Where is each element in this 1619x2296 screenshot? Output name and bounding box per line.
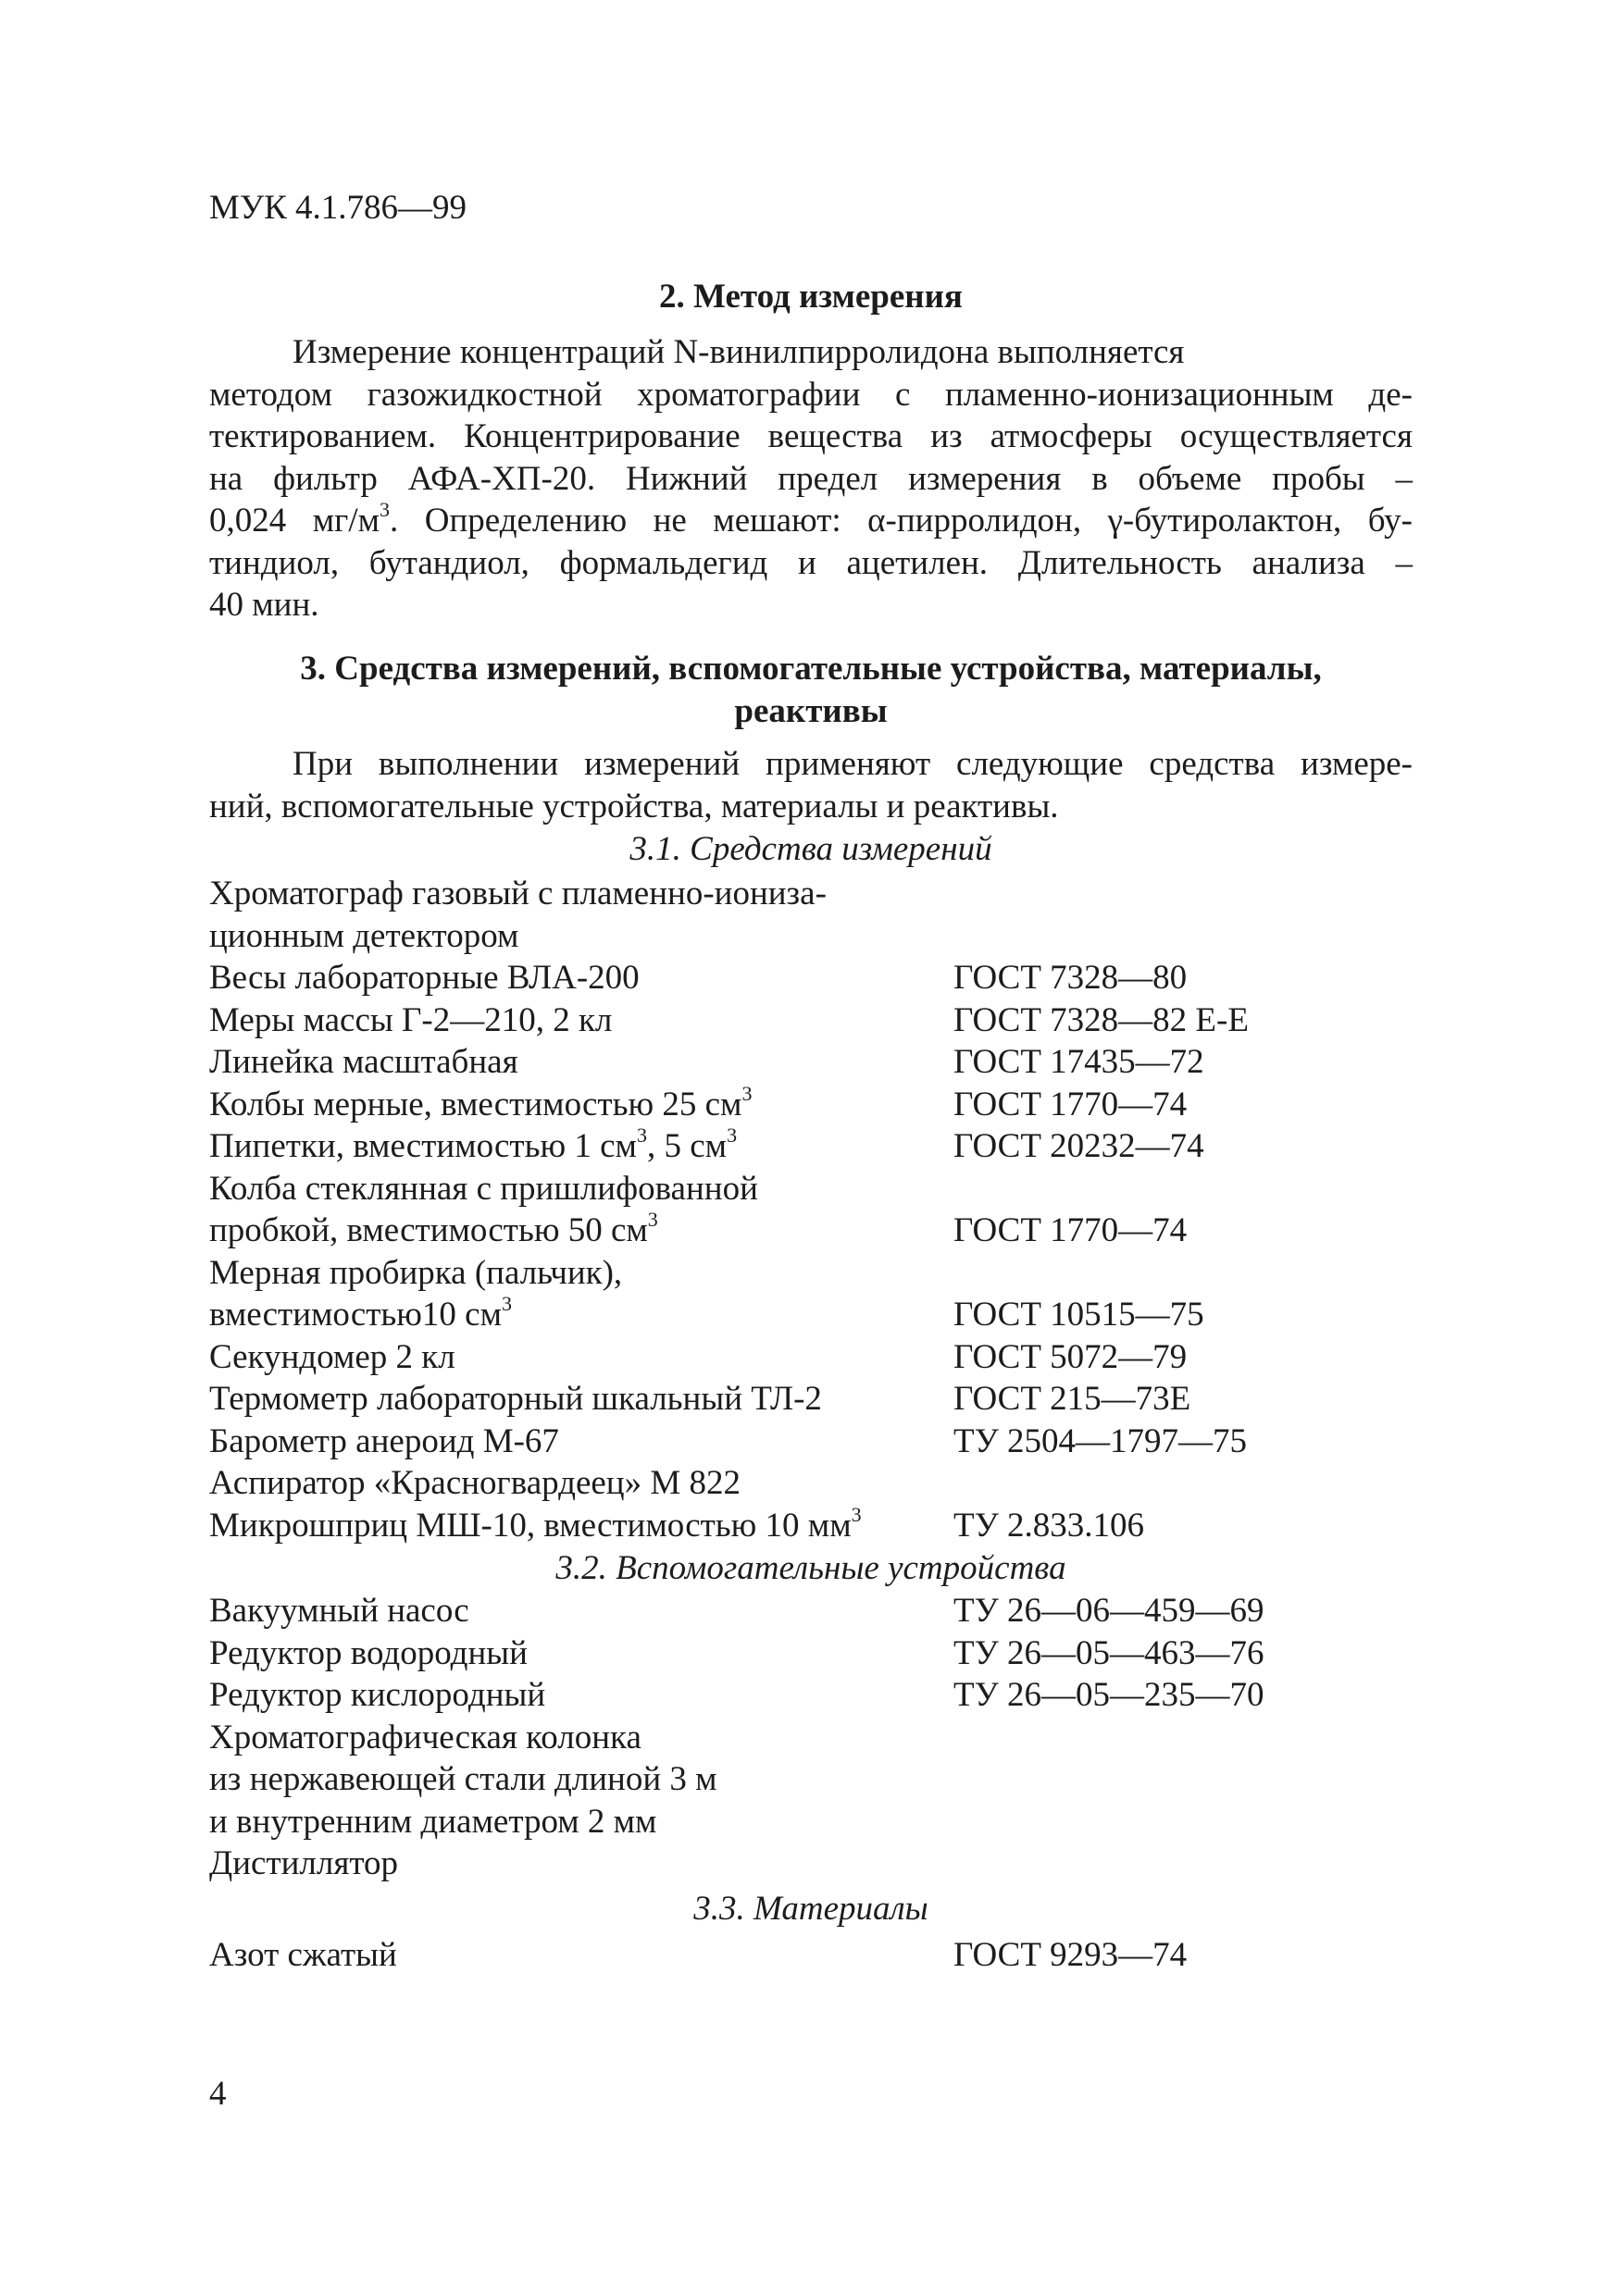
item-name-text: Линейка масштабная	[209, 1043, 518, 1081]
item-name-text: ционным детектором	[209, 916, 519, 955]
item-standard: ТУ 26—05—463—76	[953, 1633, 1264, 1672]
list-row	[209, 1378, 1413, 1421]
item-name-text: Редуктор кислородный	[209, 1676, 546, 1714]
item-name-text: Весы лабораторные ВЛА-200	[209, 959, 640, 997]
item-standard: ТУ 2504—1797—75	[953, 1421, 1248, 1460]
item-name	[209, 1843, 398, 1885]
item-name	[209, 1632, 528, 1675]
item-name-text: и внутренним диаметром 2 мм	[209, 1802, 657, 1841]
item-name-text: вместимостью10 см	[209, 1296, 503, 1334]
paragraph-line	[209, 500, 1413, 542]
subsection-3-3-title: 3.3. Материалы	[693, 1890, 928, 1928]
item-standard: ГОСТ 17435—72	[953, 1043, 1204, 1081]
item-name	[209, 1125, 737, 1168]
item-standard: ТУ 26—05—235—70	[953, 1676, 1264, 1714]
list-row	[209, 873, 1413, 915]
list-row	[209, 957, 1413, 999]
item-name-text: Хроматограф газовый с пламенно-иониза-	[209, 875, 827, 912]
paragraph-line: тиндиол, бутандиол, формальдегид и ацетилен. Длительность анализа –	[209, 543, 1413, 582]
list-row	[209, 1168, 1413, 1210]
list-row	[209, 1210, 1413, 1252]
paragraph-line: на фильтр АФА-ХП-20. Нижний предел измерения в объеме пробы –	[209, 459, 1413, 498]
item-name	[209, 1801, 656, 1843]
paragraph-fragment: . Определению не мешают: α-пирролидон, γ-бутиролактон, бу-	[390, 502, 1413, 540]
superscript: 3	[741, 1081, 753, 1105]
page-number: 4	[209, 2075, 227, 2113]
subsection-3-2-title: 3.2. Вспомогательные устройства	[555, 1549, 1066, 1587]
item-name	[209, 1502, 862, 1547]
paragraph-line: тектированием. Концентрирование вещества из атмосферы осуществляется	[209, 417, 1413, 455]
superscript: 3	[502, 1292, 513, 1315]
item-name-text: Колбы мерные, вместимостью 25 см	[209, 1085, 742, 1123]
item-name	[209, 1378, 822, 1421]
paragraph-line: 40 мин.	[209, 586, 319, 624]
list-row	[209, 999, 1413, 1042]
list-row	[209, 1758, 1413, 1801]
paragraph-line: При выполнении измерений применяют следующие средства измере-	[293, 745, 1413, 783]
list-row	[209, 1502, 1413, 1547]
item-name-text: Аспиратор «Красногвардеец» М 822	[209, 1464, 741, 1502]
section-3-title	[209, 648, 1413, 733]
item-name	[209, 1462, 741, 1505]
paragraph-line: методом газожидкостной хроматографии с пламенно-ионизационным де-	[209, 375, 1413, 414]
paragraph-fragment: 0,024 мг/м	[209, 502, 380, 540]
item-standard: ГОСТ 1770—74	[953, 1211, 1188, 1249]
item-name	[209, 1168, 758, 1210]
item-name-text: Дистиллятор	[209, 1844, 399, 1882]
item-name-text: Пипетки, вместимостью 1 см	[209, 1127, 637, 1165]
item-standard: ГОСТ 215—73Е	[953, 1380, 1191, 1418]
list-row	[209, 1801, 1413, 1843]
item-name	[209, 1717, 641, 1759]
item-name-text: Азот сжатый	[209, 1936, 397, 1974]
list-row	[209, 1843, 1413, 1885]
item-name	[209, 957, 640, 999]
section-3-title-line: реактивы	[734, 692, 888, 730]
item-name-text: Барометр анероид М-67	[209, 1421, 559, 1460]
item-name-text: Колба стеклянная с пришлифованной	[209, 1169, 758, 1208]
item-name-text: , 5 см	[646, 1127, 728, 1165]
list-row	[209, 1717, 1413, 1759]
list-row	[209, 1421, 1413, 1463]
item-standard: ГОСТ 5072—79	[953, 1337, 1188, 1376]
measuring-instruments-list	[209, 873, 1413, 1546]
item-name	[209, 999, 612, 1042]
item-name	[209, 1421, 559, 1463]
section-3-title-line: 3. Средства измерений, вспомогательные устройства, материалы,	[300, 650, 1322, 688]
list-row	[209, 1081, 1413, 1126]
item-name-text: Редуктор водородный	[209, 1633, 528, 1672]
item-name	[209, 1758, 717, 1801]
list-row	[209, 915, 1413, 958]
item-standard: ГОСТ 10515—75	[953, 1296, 1204, 1334]
item-name	[209, 1081, 753, 1126]
item-standard: ГОСТ 20232—74	[953, 1127, 1204, 1165]
item-standard: ГОСТ 1770—74	[953, 1085, 1188, 1123]
item-name-text: Микрошприц МШ-10, вместимостью 10 мм	[209, 1506, 852, 1545]
item-name	[209, 873, 827, 915]
item-name	[209, 1590, 469, 1632]
item-name	[209, 915, 518, 958]
item-name	[209, 1294, 512, 1336]
paragraph-line: Измерение концентраций N-винилпирролидона выполняется	[293, 333, 1185, 371]
superscript: 3	[647, 1208, 658, 1231]
item-name	[209, 1041, 518, 1084]
item-standard: ТУ 2.833.106	[953, 1506, 1145, 1545]
list-row	[209, 1041, 1413, 1084]
superscript: 3	[636, 1123, 647, 1147]
item-standard: ГОСТ 7328—80	[953, 959, 1188, 997]
list-row	[209, 1590, 1413, 1632]
item-name-text: Секундомер 2 кл	[209, 1337, 455, 1376]
item-standard: ГОСТ 7328—82 Е-Е	[953, 1000, 1249, 1039]
list-row	[209, 1336, 1413, 1379]
list-row	[209, 1674, 1413, 1717]
section-3-intro	[209, 743, 1413, 827]
item-name-text: Хроматографическая колонка	[209, 1718, 641, 1756]
item-name	[209, 1674, 545, 1717]
section-2-title: 2. Метод измерения	[659, 278, 963, 316]
item-name	[209, 1934, 397, 1977]
item-standard: ГОСТ 9293—74	[953, 1936, 1188, 1974]
list-row	[209, 1294, 1413, 1336]
section-2-paragraph	[209, 331, 1413, 627]
item-name-text: Термометр лабораторный шкальный ТЛ-2	[209, 1380, 822, 1418]
item-name-text: Меры массы Г-2—210, 2 кл	[209, 1000, 613, 1039]
superscript: 3	[851, 1502, 862, 1526]
subsection-3-1-title: 3.1. Средства измерений	[629, 830, 992, 868]
item-name-text: из нержавеющей стали длиной 3 м	[209, 1760, 717, 1798]
auxiliary-devices-list	[209, 1590, 1413, 1885]
item-name-text: пробкой, вместимостью 50 см	[209, 1211, 648, 1249]
paragraph-line: ний, вспомогательные устройства, материалы и реактивы.	[209, 787, 1059, 825]
item-standard: ТУ 26—06—459—69	[953, 1592, 1264, 1630]
item-name	[209, 1336, 455, 1379]
list-row	[209, 1632, 1413, 1675]
item-name-text: Вакуумный насос	[209, 1592, 469, 1630]
item-name-text: Мерная пробирка (пальчик),	[209, 1253, 623, 1292]
list-row	[209, 1934, 1413, 1977]
list-row	[209, 1252, 1413, 1295]
superscript: 3	[380, 498, 391, 521]
materials-list	[209, 1934, 1413, 1977]
item-name	[209, 1252, 622, 1295]
list-row	[209, 1125, 1413, 1168]
superscript: 3	[727, 1123, 738, 1147]
list-row	[209, 1462, 1413, 1505]
item-name	[209, 1210, 658, 1252]
document-code: МУК 4.1.786—99	[209, 189, 467, 227]
